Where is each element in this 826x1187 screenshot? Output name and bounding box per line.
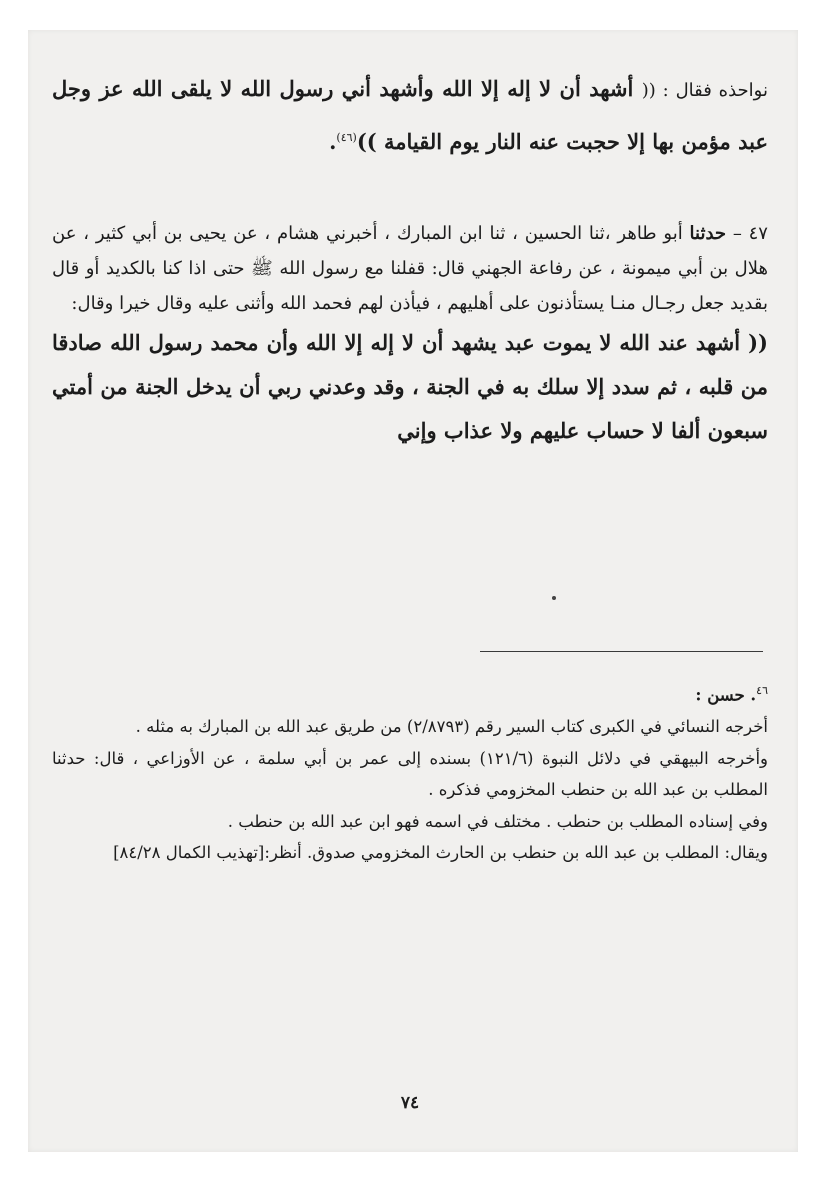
footnote-line-3: وفي إسناده المطلب بن حنطب . مختلف في اسمه فهو ابن عبد الله بن حنطب . (227, 811, 768, 831)
footnote-grade: . حسن : (695, 685, 757, 705)
hadith-heading: حدثنا (689, 223, 727, 244)
hadith-46-quote (52, 64, 768, 166)
footnote-line-1: أخرجه النسائي في الكبرى كتاب السير رقم (٢/٨٧٩٣) من طريق عبد الله بن المبارك به مثله . (135, 717, 768, 736)
footnote-separator (480, 651, 763, 652)
footnote-ref-46[interactable]: (٤٦) (336, 131, 357, 144)
quote-text: أشهد أن لا إله إلا الله وأشهد أني رسول الله لا يلقى الله عز وجل عبد مؤمن بها إلا حجبت عنه النار يوم القيامة )) (52, 76, 768, 154)
hadith-number: ٤٧ – (732, 223, 768, 244)
footnote-line-2: وأخرجه البيهقي في دلائل النبوة (١٢١/٦) بسنده إلى عمر بن أبي سلمة ، عن الأوزاعي ، قال: حدثنا المطلب بن عبد الله بن حنطب المخزومي فذكره . (52, 748, 769, 799)
footnote-number: ٤٦ (756, 684, 768, 697)
page-number: ٧٤ (400, 1093, 420, 1113)
hadith-narration: أبو طاهر ،ثنا الحسين ، ثنا ابن المبارك ، أخبرني هشام ، عن يحيى بن أبي كثير ، عن هلال بن أبي ميمونة ، عن رفاعة الجهني قال: قفلنا مع رسول الله ﷺ حتى اذا كنا بالكديد أو قال بقديد جعل رجـال منـا يستأذنون على أهليهم ، فيأذن لهم فحمد الله وأثنى عليه وقال خيرا وقال: (52, 223, 768, 314)
ink-dot (552, 596, 556, 600)
hadith-47 (52, 216, 768, 453)
footnotes (52, 675, 768, 869)
footnote-line-4: ويقال: المطلب بن عبد الله بن حنطب بن الحارث المخزومي صدوق. أنظر:[تهذيب الكمال ٨٤/٢٨] (113, 843, 768, 862)
quote-lead: نواحذه فقال : (( (641, 80, 768, 101)
hadith-quote: (( أشهد عند الله لا يموت عبد يشهد أن لا إله إلا الله وأن محمد رسول الله صادقا من قلبه ، ثم سدد إلا سلك به في الجنة ، وقد وعدني ربي أن يدخل الجنة من أمتي سبعون ألفا لا حساب عليهم ولا عذاب وإني (52, 330, 768, 443)
quote-end: . (329, 129, 337, 154)
